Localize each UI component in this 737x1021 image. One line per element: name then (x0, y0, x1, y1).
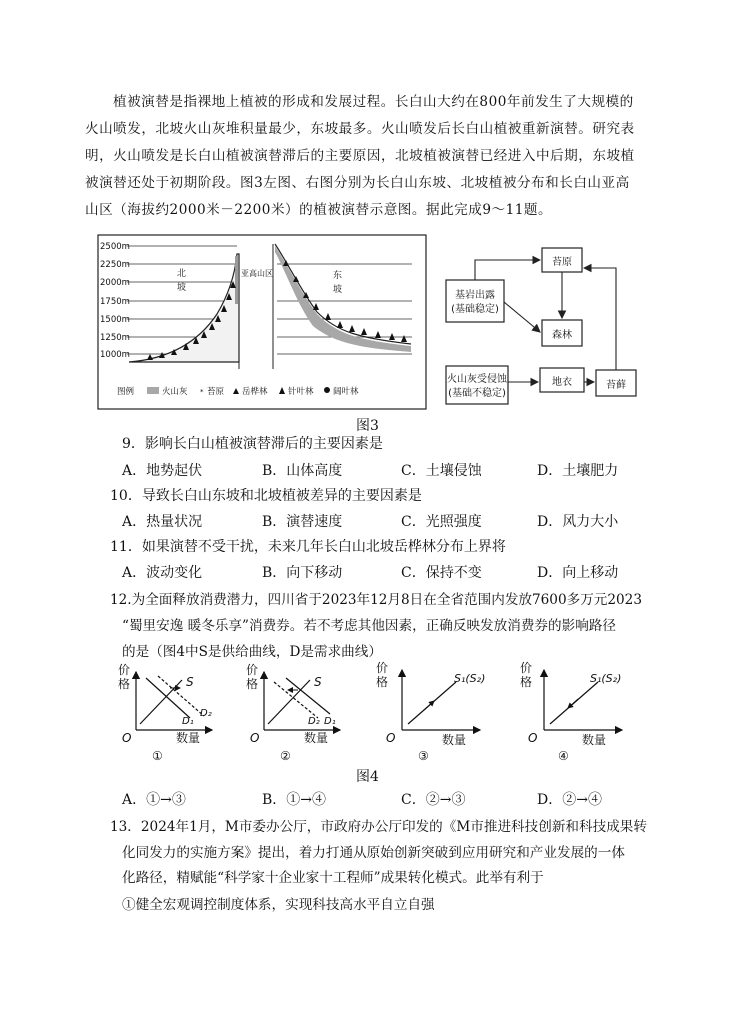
graph-2 (246, 663, 340, 763)
figure3-succession-flow (442, 244, 642, 410)
graph3-xlabel: 数量 (442, 733, 467, 747)
y-tick-label: 2250m (100, 260, 130, 270)
question-13-line: 13．2024年1月，M市委办公厅，市政府办公厅印发的《M市推进科技创新和科技成果转 (110, 819, 647, 835)
y-tick-label: 1000m (100, 350, 130, 360)
flow-moss: 苔藓 (606, 380, 626, 391)
flow-ash: 火山灰受侵蚀 (447, 374, 507, 385)
graph2-d2: D₂ (308, 716, 320, 727)
q10-option-c[interactable]: C．光照强度 (401, 514, 482, 530)
graph4-ylabel: 格 (520, 675, 533, 689)
figure4-graphs (112, 660, 632, 765)
y-tick-label: 2000m (100, 278, 130, 288)
flow-bedrock-note: (基础稳定) (451, 304, 499, 315)
question-10-stem: 10．导致长白山东坡和北坡植被差异的主要因素是 (110, 488, 422, 504)
q9-option-c[interactable]: C．土壤侵蚀 (401, 463, 482, 479)
graph4-ylabel: 价 (520, 661, 533, 675)
graph3-mark: ③ (418, 749, 429, 763)
intro-paragraph (85, 89, 655, 224)
q11-option-c[interactable]: C．保持不变 (401, 565, 482, 581)
question-9-stem: 9．影响长白山植被演替滞后的主要因素是 (122, 436, 383, 452)
figure3-caption: 图3 (356, 418, 379, 434)
intro-line: 山区（海拔约2000米－2200米）的植被演替示意图。据此完成9～11题。 (85, 202, 553, 218)
question-13-line: 化路径，精赋能“科学家十企业家十工程师”成果转化模式。此举有利于 (122, 870, 544, 886)
graph-4 (520, 661, 622, 763)
graph3-ylabel: 价 (376, 661, 389, 675)
y-tick-label: 1500m (100, 315, 130, 325)
graph1-xlabel: 数量 (176, 731, 201, 745)
q9-option-a[interactable]: A．地势起伏 (122, 463, 203, 479)
legend-ash: 火山灰 (162, 387, 188, 397)
q9-option-b[interactable]: B．山体高度 (262, 463, 343, 479)
flow-tundra: 苔原 (552, 257, 572, 268)
legend-title: 图例 (117, 387, 135, 397)
graph3-origin: O (386, 731, 396, 745)
q11-option-a[interactable]: A．波动变化 (122, 565, 203, 581)
graph1-d1: D₁ (182, 716, 194, 727)
legend-tundra: 苔原 (207, 387, 225, 397)
graph1-ylabel: 价 (118, 663, 131, 677)
intro-line: 明，火山喷发是长白山植被演替滞后的主要原因，北坡植被演替已经进入中后期，东坡植 (85, 148, 635, 164)
graph1-ylabel: 格 (118, 677, 131, 691)
graph4-origin: O (528, 731, 538, 745)
q12-option-c[interactable]: C．②→③ (401, 792, 466, 808)
question-12-line: 的是（图4中S是供给曲线，D是需求曲线） (122, 644, 382, 660)
legend-broadleaf: 阔叶林 (333, 387, 359, 397)
q10-option-b[interactable]: B．演替速度 (262, 514, 343, 530)
graph2-s: S (314, 675, 322, 689)
q11-option-d[interactable]: D．向上移动 (537, 565, 619, 581)
question-12-line: “蜀里安逸 暖冬乐享”消费券。若不考虑其他因素，正确反映发放消费券的影响路径 (122, 618, 616, 634)
graph3-s12: S₁(S₂) (454, 672, 486, 685)
graph1-mark: ① (152, 749, 163, 763)
q12-option-d[interactable]: D．②→④ (537, 792, 602, 808)
graph2-mark: ② (280, 749, 291, 763)
q12-option-a[interactable]: A．①→③ (122, 792, 186, 808)
graph1-s: S (186, 675, 194, 689)
north-slope-label: 坡 (177, 283, 187, 293)
question-11-stem: 11．如果演替不受干扰，未来几年长白山北坡岳桦林分布上界将 (110, 539, 506, 555)
graph2-ylabel: 格 (246, 677, 259, 691)
q10-option-d[interactable]: D．风力大小 (537, 514, 619, 530)
graph2-xlabel: 数量 (304, 731, 329, 745)
graph-3 (376, 661, 485, 763)
legend-conifer: 针叶林 (288, 387, 314, 397)
graph1-origin: O (122, 731, 132, 745)
q12-option-b[interactable]: B．①→④ (262, 792, 327, 808)
intro-line: 被演替还处于初期阶段。图3左图、右图分别为长白山东坡、北坡植被分布和长白山亚高 (85, 175, 630, 191)
graph4-xlabel: 数量 (582, 733, 607, 747)
graph4-mark: ④ (558, 749, 569, 763)
y-tick-label: 2500m (100, 242, 130, 252)
east-slope-label: 坡 (333, 285, 343, 295)
subalpine-label: 亚高山区 (241, 269, 273, 278)
q9-option-d[interactable]: D．土壤肥力 (537, 463, 619, 479)
y-tick-label: 1750m (100, 297, 130, 307)
flow-lichen: 地衣 (552, 377, 572, 388)
graph3-ylabel: 格 (376, 675, 389, 689)
intro-line: 植被演替是指裸地上植被的形成和发展过程。长白山大约在800年前发生了大规模的 (113, 94, 634, 110)
figure3-profile-chart (97, 234, 427, 410)
q10-option-a[interactable]: A．热量状况 (122, 514, 203, 530)
flow-ash-note: (基础不稳定) (448, 388, 506, 399)
question-13-line: 化同发力的实施方案》提出，着力打通从原始创新突破到应用研究和产业发展的一体 (122, 845, 625, 861)
intro-line: 火山喷发，北坡火山灰堆积量最少，东坡最多。火山喷发后长白山植被重新演替。研究表 (85, 121, 635, 137)
y-tick-label: 1250m (100, 333, 130, 343)
legend-birch: 岳桦林 (242, 387, 268, 397)
graph-1 (118, 663, 212, 763)
svg-text:*: * (200, 388, 204, 396)
east-slope-label: 东 (333, 271, 343, 281)
graph2-ylabel: 价 (246, 663, 259, 677)
flow-forest: 森林 (552, 330, 572, 341)
north-slope-label: 北 (177, 269, 187, 279)
graph1-d2: D₂ (200, 708, 212, 719)
q11-option-b[interactable]: B．向下移动 (262, 565, 343, 581)
question-13-item-1: ①健全宏观调控制度体系，实现科技高水平自立自强 (122, 897, 435, 913)
graph2-origin: O (250, 731, 260, 745)
figure4-caption: 图4 (356, 769, 379, 785)
question-12-line: 12.为全面释放消费潜力，四川省于2023年12月8日在全省范围内发放7600多万元2023 (110, 592, 642, 608)
graph2-d1: D₁ (324, 716, 336, 727)
flow-bedrock: 基岩出露 (455, 290, 495, 301)
graph4-s12: S₁(S₂) (590, 672, 622, 685)
